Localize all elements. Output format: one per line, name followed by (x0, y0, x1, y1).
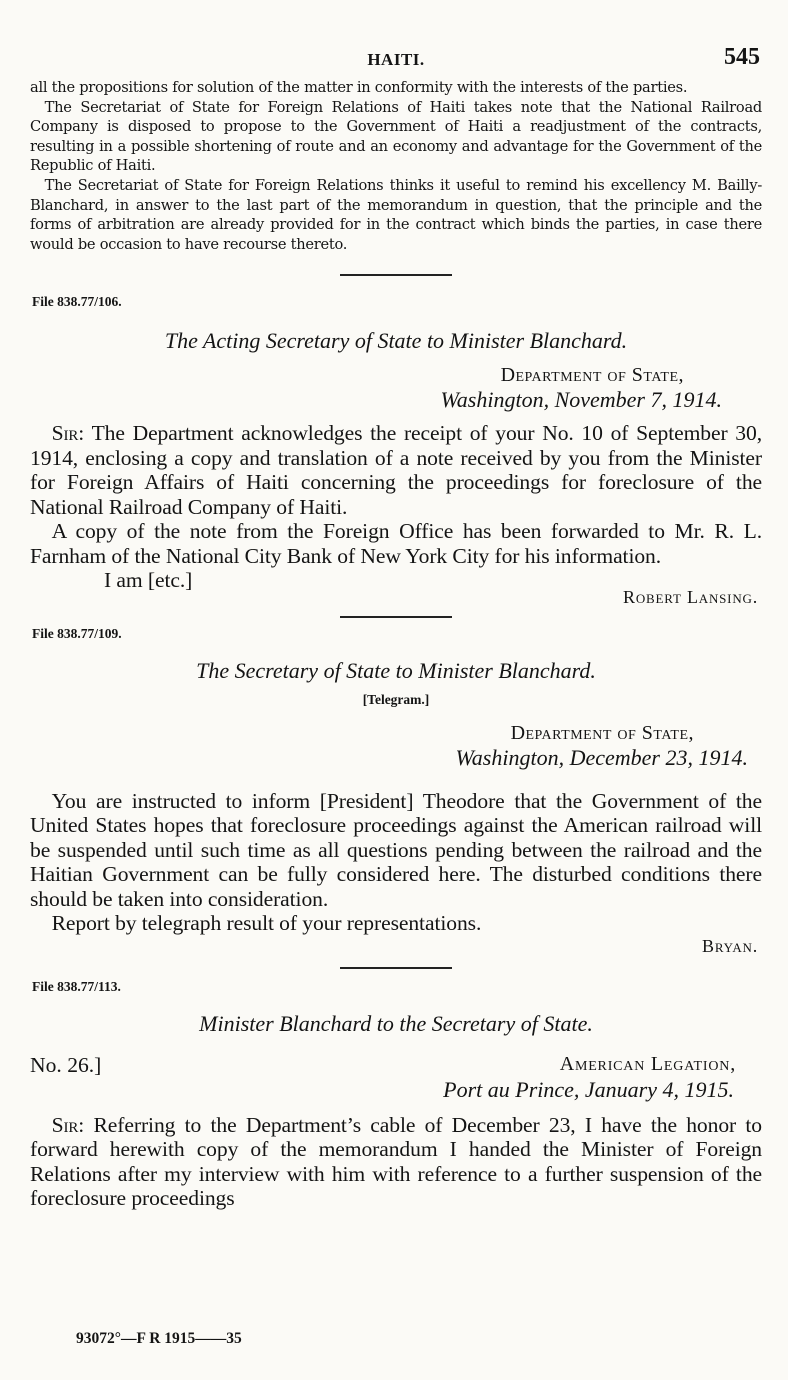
signature: Robert Lansing. (623, 586, 758, 607)
department-name: Department of State, (510, 721, 694, 744)
despatch-number: No. 26.] (30, 1052, 102, 1077)
document-section (30, 626, 762, 957)
section-divider (340, 616, 452, 618)
paragraph-text: Referring to the Department’s cable of December 23, I have the honor to forward herewith copy of the memorandum I handed the Minister of Foreign Relations after my interview with him with reference to a further suspension of the foreclosure proceedings (30, 1112, 762, 1211)
letter-body (30, 421, 762, 593)
paragraph: A copy of the note from the Foreign Office has been forwarded to Mr. R. L. Farnham of the National City Bank of New York City for his information. (30, 519, 762, 568)
file-reference: File 838.77/106. (32, 294, 122, 310)
file-reference: File 838.77/109. (32, 625, 122, 641)
letter-body (30, 1113, 762, 1211)
salutation: Sir: (51, 421, 85, 446)
paragraph (30, 421, 762, 519)
paragraph: all the propositions for solution of the matter in conformity with the interests of the parties. (30, 79, 688, 96)
section-divider (340, 967, 452, 969)
dateline (30, 1077, 762, 1103)
paragraph (30, 1113, 762, 1211)
file-reference: File 838.77/113. (32, 978, 121, 994)
dateline (30, 364, 762, 413)
dateline (30, 722, 762, 771)
paragraph: Report by telegraph result of your representations. (51, 911, 482, 936)
place-date: Washington, November 7, 1914. (440, 387, 722, 413)
legation-name: American Legation, (559, 1052, 736, 1075)
despatch-number-line (30, 1051, 762, 1077)
continued-text (30, 78, 762, 254)
running-head (30, 44, 762, 78)
letter-body (30, 789, 762, 936)
signature: Bryan. (702, 935, 758, 956)
salutation: Sir: (51, 1112, 85, 1137)
place-date: Washington, December 23, 1914. (455, 744, 748, 770)
document-section (30, 979, 762, 1211)
document-page (30, 44, 762, 1211)
document-heading: The Secretary of State to Minister Blanchard. (196, 657, 596, 683)
document-heading: Minister Blanchard to the Secretary of State. (199, 1010, 593, 1036)
paragraph: You are instructed to inform [President] Theodore that the Government of the United States hopes that foreclosure proceedings against the American railroad will be suspended until such time as all questions pending between the railroad and the Haitian Government can be fully considered here. The disturbed conditions there should be taken into consideration. (30, 788, 762, 911)
paragraph: The Secretariat of State for Foreign Relations thinks it useful to remind his excellency M. Bailly-Blanchard, in answer to the last part of the memorandum in question, that the principle and the forms of arbitration are already provided for in the contract which binds the parties, in case there would be occasion to have recourse thereto. (30, 176, 762, 253)
closing: I am [etc.] (104, 568, 193, 593)
document-section (30, 294, 762, 608)
page-number: 545 (724, 44, 760, 70)
telegram-label: [Telegram.] (362, 691, 430, 707)
place-date: Port au Prince, January 4, 1915. (443, 1076, 734, 1102)
running-title: HAITI. (367, 50, 425, 69)
paragraph-text: The Department acknowledges the receipt of your No. 10 of September 30, 1914, enclosing a copy and translation of a note received by you from the Minister for Foreign Affairs of Haiti concerning the proceedings for foreclosure of the National Railroad Company of Haiti. (30, 421, 762, 519)
paragraph: The Secretariat of State for Foreign Relations of Haiti takes note that the National Railroad Company is disposed to propose to the Government of Haiti a readjustment of the contracts, resulting in a possible shortening of route and an economy and advantage for the Government of the Republic of Haiti. (30, 98, 762, 175)
department-name: Department of State, (500, 364, 684, 387)
printer-footer: 93072°—F R 1915——35 (76, 1330, 242, 1347)
document-heading: The Acting Secretary of State to Minister Blanchard. (164, 328, 628, 354)
section-divider (340, 274, 452, 276)
